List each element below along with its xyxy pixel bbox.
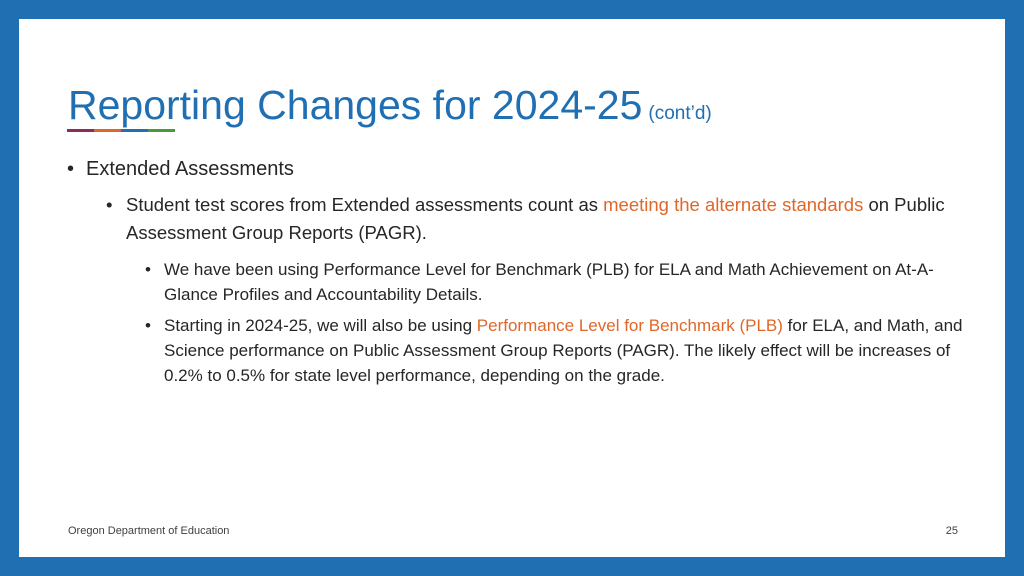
accent-segment-blue [121,129,148,132]
bullet-text-after: for ELA, and Math, and Science performance on Public Assessment Group Reports (PAGR). The likely effect will be increases of 0.2% to 0.5% for state level performance, depending on the grade. [164,316,963,385]
bullet-level3 [67,257,987,307]
highlight-text: meeting the alternate standards [603,194,864,215]
bullet-dot: • [67,158,75,180]
accent-segment-orange [94,129,121,132]
bullet-text: Extended Assessments [86,158,294,180]
bullet-level3 [67,313,987,388]
highlight-text: Performance Level for Benchmark (PLB) [476,316,783,335]
title-suffix: (cont’d) [648,103,712,124]
bullet-text: We have been using Performance Level for Benchmark (PLB) for ELA and Math Achievement on At-A-Glance Profiles and Accountability Details. [164,260,934,304]
bullet-text: Starting in 2024-25, we will also be using [164,316,477,335]
bullet-list [67,157,987,388]
bullet-text-after: on Public Assessment Group Reports (PAGR). [126,194,945,243]
bullet-dot: • [145,260,151,279]
footer-organization: Oregon Department of Education [68,525,230,537]
accent-segment-plum [67,129,94,132]
title-text: Reporting Changes for 2024-25 [68,82,643,128]
bullet-level2 [67,191,987,247]
bullet-dot: • [145,316,151,335]
page-number: 25 [945,525,958,537]
bullet-level1 [67,157,987,181]
bullet-dot: • [106,194,113,215]
slide [19,19,1005,557]
slide-title [68,82,712,128]
bullet-text: Student test scores from Extended assessments count as [126,194,604,215]
accent-segment-green [148,129,175,132]
title-accent-bar [67,129,175,132]
